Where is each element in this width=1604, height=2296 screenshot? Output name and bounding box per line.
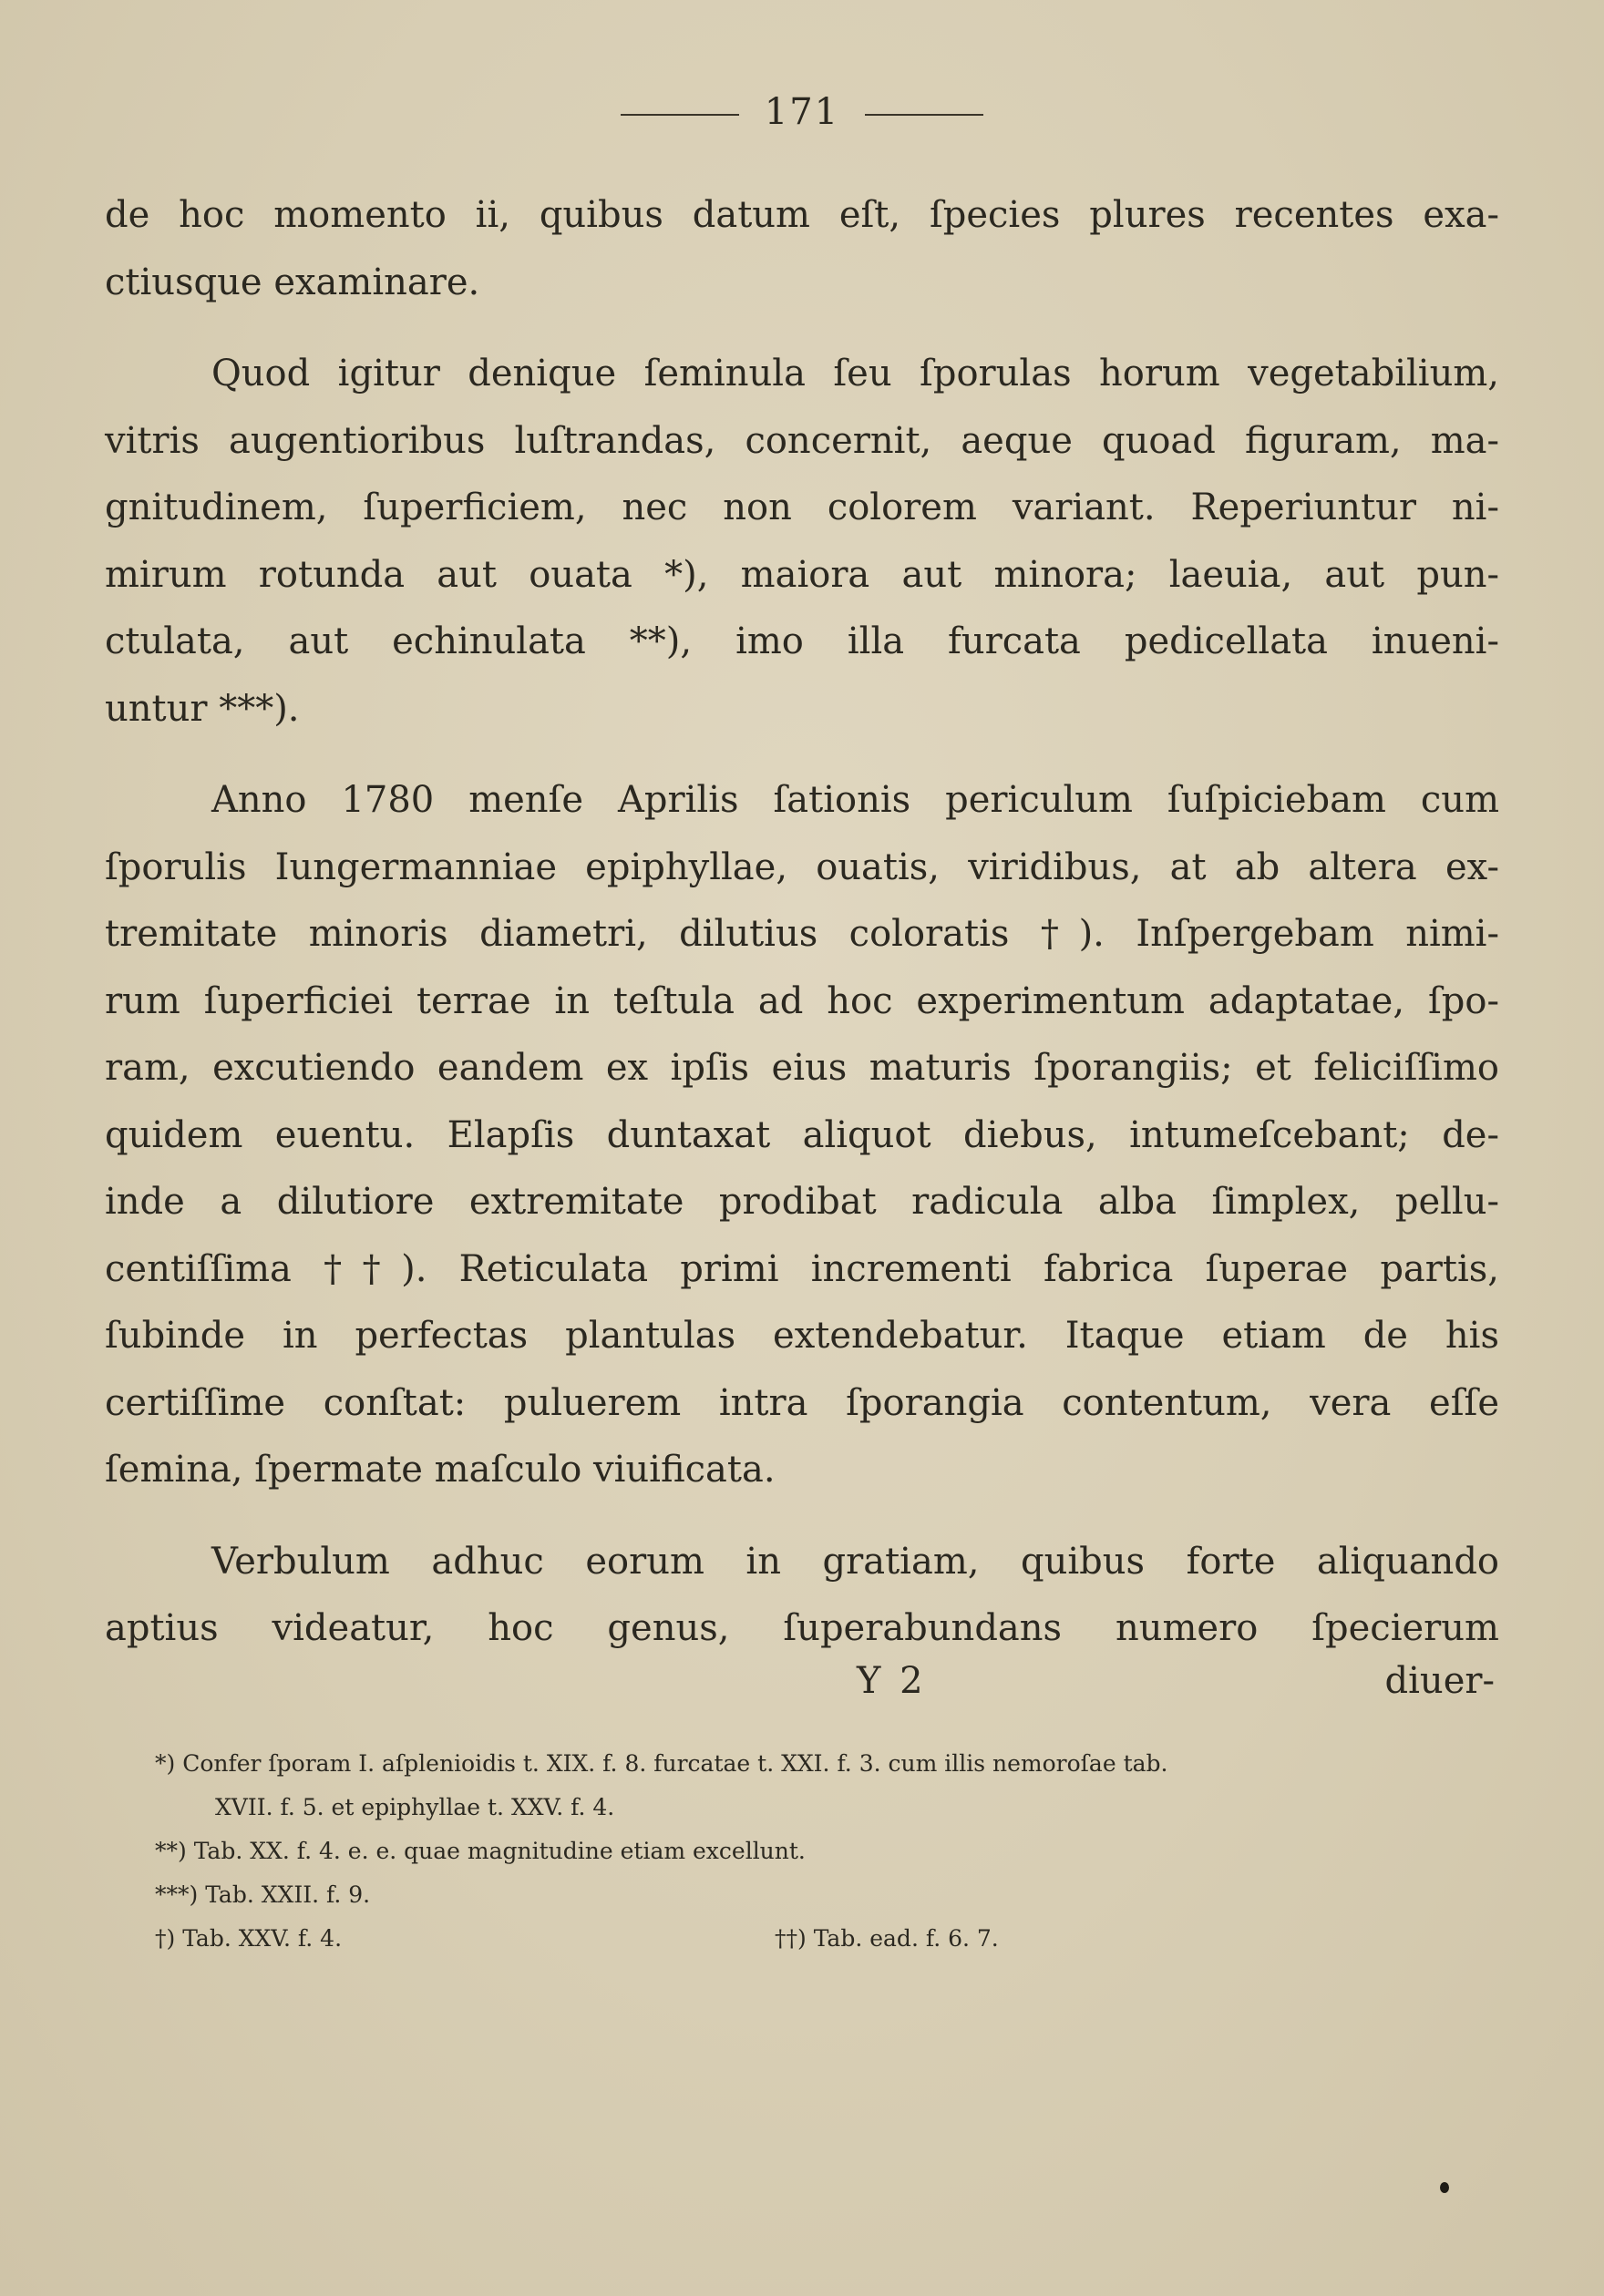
text-line: rum ſuperficiei terrae in teſtula ad hoc experimentum adaptatae, ſpo- [105,979,1499,1022]
text-line: inde a dilutiore extremitate prodibat radicula alba ſimplex, pellu- [105,1181,1499,1223]
text-line: ram, excutiendo eandem ex ipſis eius maturis ſporangiis; et feliciſſimo [105,1047,1499,1089]
text-line: ſubinde in perfectas plantulas extendebatur. Itaque etiam de his [105,1315,1499,1357]
text-line: gnitudinem, ſuperficiem, nec non colorem variant. Reperiuntur ni- [105,487,1499,528]
running-header [0,91,1604,133]
catchword: diuer- [1384,1660,1495,1702]
text-line: Anno 1780 menſe Aprilis ſationis periculum ſuſpiciebam cum [211,779,1499,821]
footnote-3: ***) Tab. XXII. f. 9. [155,1881,371,1908]
paragraph-1 [105,182,1499,316]
header-rule-left [621,114,739,116]
ink-speck [1440,2182,1449,2193]
footnote-4: †) Tab. XXV. f. 4. [155,1925,343,1952]
footnote-5: ††) Tab. ead. f. 6. 7. [775,1925,999,1952]
footnote-row [155,1917,1476,1961]
text-line: certiſſime conſtat: puluerem intra ſporangia contentum, vera eſſe [105,1381,1499,1424]
text-line: ſporulis Iungermanniae epiphyllae, ouatis, viridibus, at ab altera ex- [105,846,1499,888]
text-line: untur ***). [105,687,300,730]
footnote-1: *) Confer ſporam I. aſplenioidis t. XIX. f. 8. furcatae t. XXI. f. 3. cum illis nemoroſae tab. [155,1750,1168,1777]
footnotes [155,1742,1476,1961]
footnote-1-continuation: XVII. f. 5. et epiphyllae t. XXV. f. 4. [215,1794,615,1820]
signature-mark: Y 2 [857,1660,927,1702]
text-line: ctulata, aut echinulata **), imo illa furcata pedicellata inueni- [105,620,1499,662]
text-line: Verbulum adhuc eorum in gratiam, quibus forte aliquando [211,1540,1499,1583]
text-line: aptius videatur, hoc genus, ſuperabundans numero ſpecierum [105,1607,1499,1649]
paragraph-4 [105,1529,1499,1663]
text-line: ſemina, ſpermate maſculo viuificata. [105,1449,776,1491]
header-rule-right [865,114,983,116]
text-line: tremitate minoris diametri, dilutius coloratis †). Inſpergebam nimi- [105,913,1499,955]
text-line: quidem euentu. Elapſis duntaxat aliquot diebus, intumeſcebant; de- [105,1113,1499,1156]
text-line: mirum rotunda aut ouata *), maiora aut minora; laeuia, aut pun- [105,553,1499,596]
page-number: 171 [764,91,840,133]
text-line: centiſſima ††). Reticulata primi incrementi fabrica ſuperae partis, [105,1247,1499,1290]
text-line: de hoc momento ii, quibus datum eſt, ſpecies plures recentes exa- [105,194,1499,236]
text-line: ctiusque examinare. [105,261,480,303]
paragraph-2 [105,341,1499,743]
paragraph-3 [105,767,1499,1504]
footnote-2: **) Tab. XX. f. 4. e. e. quae magnitudine etiam excellunt. [155,1838,806,1864]
text-line: Quod igitur denique ſeminula ſeu ſporulas horum vegetabilium, [211,353,1499,395]
main-text [105,182,1499,1663]
text-line: vitris augentioribus luſtrandas, concernit, aeque quoad figuram, ma- [105,419,1499,462]
